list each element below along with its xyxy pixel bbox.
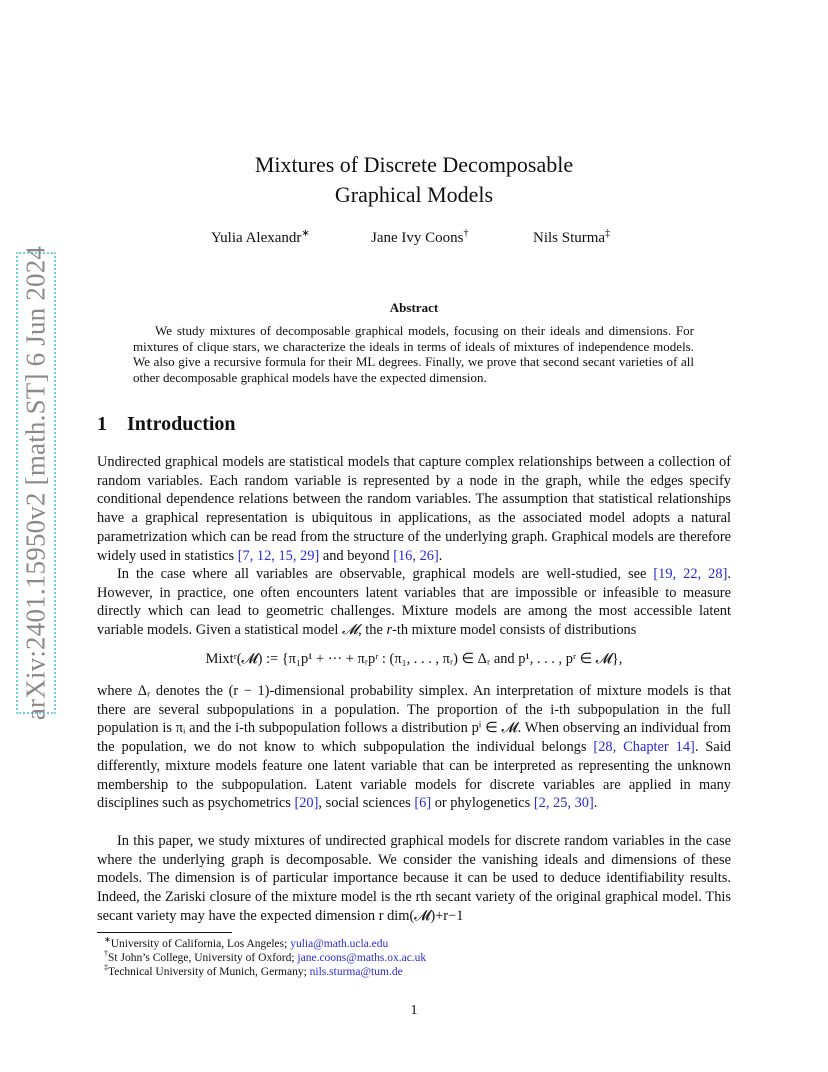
- footnote-3: ‡Technical University of Munich, Germany; nils.sturma@tum.de: [104, 963, 403, 978]
- paragraph-3: where Δᵣ denotes the (r − 1)-dimensional probability simplex. An interpretation of mixture models is that there are several subpopulations in a population. The proportion of the i-th subpopulation in the full population is πᵢ and the i-th subpopulation follows a distribution pⁱ ∈ 𝓜. When observing an individual from the population, we do not know to which subpopulation the individual belongs [28, Chapter 14]. Said differently, mixture models feature one latent variable that can be interpreted as representing the unknown membership to the subpopulation. Latent variable models for discrete variables are applied in many disciplines such as psychometrics [20], social sciences [6] or phylogenetics [2, 25, 30].: [97, 683, 732, 812]
- title-line-2: Graphical Models: [334, 182, 494, 207]
- paragraph-1: Undirected graphical models are statistical models that capture complex relationships between a collection of random variables. Each random variable is represented by a node in the graph, while the edges specify conditional dependence relations between the random variables. The assumption that statistical relationships have a graphical representation is ubiquitous in applications, as the associated model adopts a natural parametrization which can be read from the structure of the underlying graph. Graphical models are therefore widely used in statistics [7, 12, 15, 29] and beyond [16, 26].: [97, 454, 731, 564]
- page-number: 1: [410, 1003, 418, 1018]
- arxiv-stamp: [16, 245, 56, 721]
- author-3: Nils Sturma‡: [533, 228, 611, 246]
- email-link[interactable]: nils.sturma@tum.de: [309, 965, 403, 978]
- section-heading: [97, 413, 236, 436]
- footnote-1: ∗University of California, Los Angeles; yulia@math.ucla.edu: [104, 935, 389, 950]
- citation-link[interactable]: [19, 22, 28]: [653, 566, 728, 582]
- title-line-1: Mixtures of Discrete Decomposable: [254, 152, 574, 177]
- paper-title: [0, 150, 828, 210]
- footnote-divider: [97, 932, 232, 933]
- abstract-heading: Abstract: [389, 300, 439, 315]
- citation-link[interactable]: [20]: [294, 795, 319, 812]
- footnote-2: †St John’s College, University of Oxford; jane.coons@maths.ox.ac.uk: [104, 949, 427, 964]
- mixture-equation: Mixtʳ(𝓜) := {π₁p¹ + ··· + πᵣpʳ : (π₁, . . . , πᵣ) ∈ Δᵣ and p¹, . . . , pʳ ∈ 𝓜},: [205, 651, 623, 667]
- paragraph-2: In the case where all variables are observable, graphical models are well-studied, see [19, 22, 28]. However, in practice, one often encounters latent variables that are impossible or infeasible to measure directly which can lead to geometric challenges. Mixture models are among the most accessible latent variable models. Given a statistical model 𝓜, the r-th mixture model consists of distributions: [97, 566, 731, 639]
- section-title: Introduction: [127, 413, 236, 435]
- citation-link[interactable]: [2, 25, 30]: [533, 795, 594, 812]
- author-2: Jane Ivy Coons†: [371, 228, 469, 246]
- email-link[interactable]: yulia@math.ucla.edu: [290, 937, 389, 950]
- citation-link[interactable]: [28, Chapter 14]: [593, 739, 695, 756]
- author-1: Yulia Alexandr∗: [211, 228, 310, 246]
- section-number: 1: [97, 413, 107, 435]
- email-link[interactable]: jane.coons@maths.ox.ac.uk: [297, 951, 427, 964]
- abstract-text: We study mixtures of decomposable graphical models, focusing on their ideals and dimensions. For mixtures of clique stars, we characterize the ideals in terms of ideals of mixtures of independence models. We also give a recursive formula for their ML degrees. Finally, we prove that second secant varieties of all other decomposable graphical models have the expected dimension.: [133, 323, 694, 385]
- arxiv-identifier: arXiv:2401.15950v2 [math.ST] 6 Jun 2024: [20, 245, 51, 721]
- citation-link[interactable]: [16, 26]: [393, 547, 439, 564]
- citation-link[interactable]: [6]: [414, 795, 432, 812]
- citation-link[interactable]: [7, 12, 15, 29]: [237, 547, 320, 564]
- paragraph-4: In this paper, we study mixtures of undirected graphical models for discrete random variables in the case where the underlying graph is decomposable. We consider the vanishing ideals and dimensions of these models. The dimension is of particular importance because it can be used to deduce identifiability results. Indeed, the Zariski closure of the mixture model is the rth secant variety of the original graphical model. This secant variety may have the expected dimension r dim(𝓜)+r−1: [97, 833, 731, 924]
